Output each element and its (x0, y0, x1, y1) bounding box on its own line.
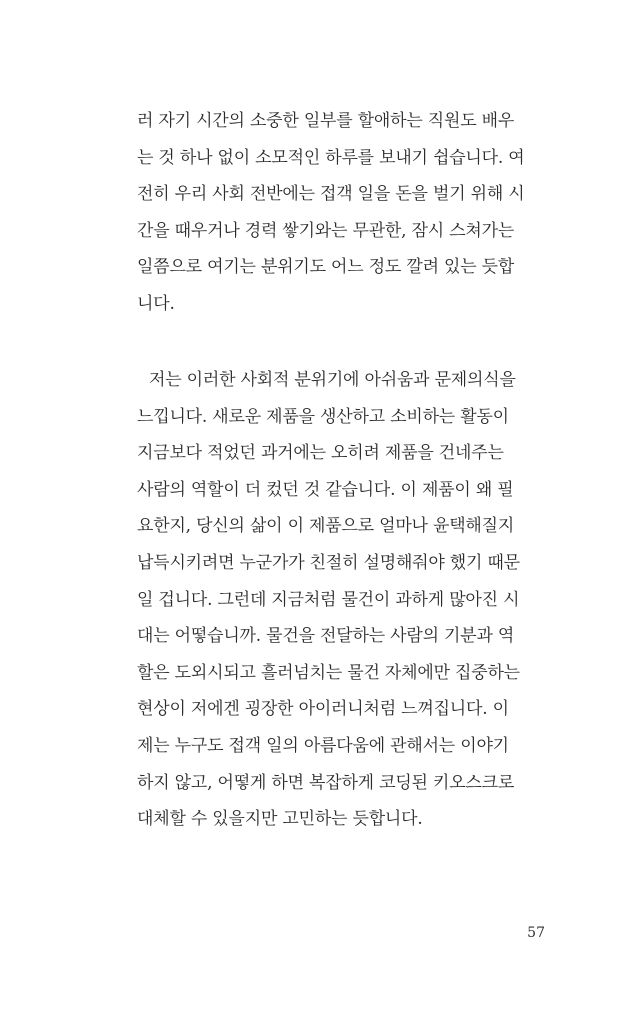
paragraph-line: 일쯤으로 여기는 분위기도 어느 정도 깔려 있는 듯합 (137, 257, 515, 278)
paragraph-line: 느낍니다. 새로운 제품을 생산하고 소비하는 활동이 (137, 406, 509, 427)
paragraph-main (137, 362, 547, 838)
paragraph-continued (137, 103, 547, 323)
paragraph-line: 현상이 저에겐 굉장한 아이러니처럼 느껴집니다. 이 (137, 699, 509, 720)
paragraph-line: 지금보다 적었던 과거에는 오히려 제품을 건네주는 (137, 443, 504, 464)
paragraph-line: 대는 어떻습니까. 물건을 전달하는 사람의 기분과 역 (137, 626, 515, 647)
paragraph-line: 제는 누구도 접객 일의 아름다움에 관해서는 이야기 (137, 735, 509, 756)
paragraph-line: 대체할 수 있을지만 고민하는 듯합니다. (137, 809, 423, 830)
paragraph-line: 간을 때우거나 경력 쌓기와는 무관한, 잠시 스쳐가는 (137, 220, 515, 241)
paragraph-line: 러 자기 시간의 소중한 일부를 할애하는 직원도 배우 (137, 111, 515, 131)
paragraph-line: 저는 이러한 사회적 분위기에 아쉬움과 문제의식을 (149, 370, 516, 390)
paragraph-line: 요한지, 당신의 삶이 이 제품으로 얼마나 윤택해질지 (137, 516, 515, 537)
paragraph-line: 일 겁니다. 그런데 지금처럼 물건이 과하게 많아진 시 (137, 589, 520, 610)
paragraph-line: 납득시키려면 누군가가 친절히 설명해줘야 했기 때문 (137, 552, 520, 573)
paragraph-line: 할은 도외시되고 흘러넘치는 물건 자체에만 집중하는 (137, 662, 520, 683)
paragraph-line: 니다. (137, 293, 175, 314)
paragraph-line: 사람의 역할이 더 컸던 것 같습니다. 이 제품이 왜 필 (137, 479, 514, 500)
page-number: 57 (527, 925, 545, 941)
paragraph-line: 하지 않고, 어떻게 하면 복잡하게 코딩된 키오스크로 (137, 772, 515, 793)
paragraph-line: 전히 우리 사회 전반에는 접객 일을 돈을 벌기 위해 시 (137, 184, 525, 205)
paragraph-line: 는 것 하나 없이 소모적인 하루를 보내기 쉽습니다. 여 (137, 147, 525, 168)
